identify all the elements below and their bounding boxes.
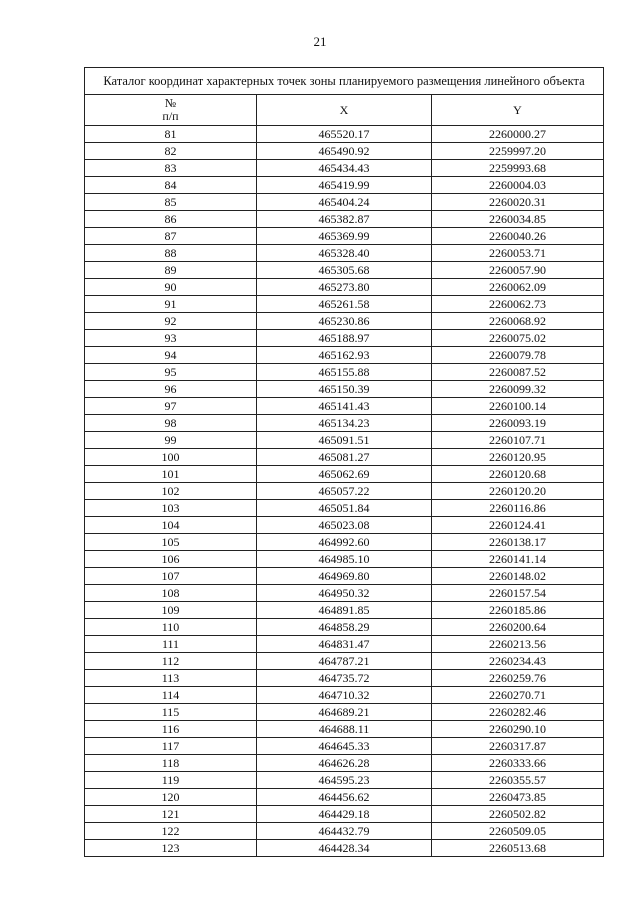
table-row: [85, 398, 604, 415]
table-row: [85, 534, 604, 551]
table-row: [85, 262, 604, 279]
cell-y: 2260473.85: [432, 789, 604, 806]
cell-y: 2260087.52: [432, 364, 604, 381]
cell-y: 2260509.05: [432, 823, 604, 840]
table-row: [85, 194, 604, 211]
cell-x: 465062.69: [257, 466, 432, 483]
cell-y: 2260068.92: [432, 313, 604, 330]
cell-y: 2260120.95: [432, 449, 604, 466]
table-row: [85, 551, 604, 568]
cell-x: 465404.24: [257, 194, 432, 211]
cell-point-number: 115: [85, 704, 257, 721]
cell-point-number: 114: [85, 687, 257, 704]
cell-y: 2260290.10: [432, 721, 604, 738]
cell-point-number: 82: [85, 143, 257, 160]
table-row: [85, 415, 604, 432]
table-row: [85, 602, 604, 619]
cell-point-number: 83: [85, 160, 257, 177]
cell-x: 465382.87: [257, 211, 432, 228]
cell-y: 2260259.76: [432, 670, 604, 687]
cell-y: 2260333.66: [432, 755, 604, 772]
cell-x: 465091.51: [257, 432, 432, 449]
cell-point-number: 89: [85, 262, 257, 279]
cell-point-number: 90: [85, 279, 257, 296]
table-row: [85, 279, 604, 296]
cell-y: 2259997.20: [432, 143, 604, 160]
cell-y: 2260062.73: [432, 296, 604, 313]
cell-point-number: 99: [85, 432, 257, 449]
table-row: [85, 806, 604, 823]
cell-x: 465023.08: [257, 517, 432, 534]
cell-x: 464787.21: [257, 653, 432, 670]
table-row: [85, 296, 604, 313]
cell-y: 2260148.02: [432, 568, 604, 585]
cell-point-number: 96: [85, 381, 257, 398]
cell-y: 2260040.26: [432, 228, 604, 245]
cell-y: 2260120.20: [432, 483, 604, 500]
cell-y: 2260141.14: [432, 551, 604, 568]
table-row: [85, 755, 604, 772]
table-row: [85, 313, 604, 330]
table-row: [85, 789, 604, 806]
cell-x: 464429.18: [257, 806, 432, 823]
cell-x: 465369.99: [257, 228, 432, 245]
cell-point-number: 97: [85, 398, 257, 415]
cell-y: 2260093.19: [432, 415, 604, 432]
cell-y: 2260120.68: [432, 466, 604, 483]
cell-x: 465273.80: [257, 279, 432, 296]
cell-point-number: 85: [85, 194, 257, 211]
cell-point-number: 102: [85, 483, 257, 500]
cell-x: 465057.22: [257, 483, 432, 500]
cell-y: 2260116.86: [432, 500, 604, 517]
cell-point-number: 103: [85, 500, 257, 517]
cell-y: 2260124.41: [432, 517, 604, 534]
cell-point-number: 117: [85, 738, 257, 755]
coordinate-catalog-table: [84, 67, 604, 857]
cell-y: 2260079.78: [432, 347, 604, 364]
cell-x: 464688.11: [257, 721, 432, 738]
cell-y: 2260062.09: [432, 279, 604, 296]
cell-x: 465328.40: [257, 245, 432, 262]
table-row: [85, 500, 604, 517]
cell-y: 2260317.87: [432, 738, 604, 755]
cell-x: 464595.23: [257, 772, 432, 789]
cell-point-number: 84: [85, 177, 257, 194]
table-row: [85, 721, 604, 738]
cell-point-number: 109: [85, 602, 257, 619]
page-number: 21: [313, 34, 327, 49]
cell-y: 2260157.54: [432, 585, 604, 602]
cell-point-number: 123: [85, 840, 257, 857]
cell-point-number: 87: [85, 228, 257, 245]
table-row: [85, 840, 604, 857]
cell-x: 464735.72: [257, 670, 432, 687]
cell-x: 464456.62: [257, 789, 432, 806]
cell-point-number: 104: [85, 517, 257, 534]
cell-y: 2260053.71: [432, 245, 604, 262]
cell-x: 465419.99: [257, 177, 432, 194]
cell-point-number: 106: [85, 551, 257, 568]
table-row: [85, 670, 604, 687]
cell-x: 464645.33: [257, 738, 432, 755]
cell-x: 465434.43: [257, 160, 432, 177]
cell-x: 465520.17: [257, 126, 432, 143]
table-row: [85, 517, 604, 534]
cell-x: 464969.80: [257, 568, 432, 585]
cell-x: 465162.93: [257, 347, 432, 364]
cell-point-number: 122: [85, 823, 257, 840]
cell-x: 465490.92: [257, 143, 432, 160]
cell-x: 465081.27: [257, 449, 432, 466]
cell-point-number: 118: [85, 755, 257, 772]
cell-point-number: 105: [85, 534, 257, 551]
cell-x: 464891.85: [257, 602, 432, 619]
table-row: [85, 653, 604, 670]
cell-point-number: 92: [85, 313, 257, 330]
cell-y: 2260000.27: [432, 126, 604, 143]
table-body: [85, 126, 604, 857]
cell-point-number: 93: [85, 330, 257, 347]
cell-x: 464428.34: [257, 840, 432, 857]
cell-point-number: 88: [85, 245, 257, 262]
cell-x: 464689.21: [257, 704, 432, 721]
cell-x: 465305.68: [257, 262, 432, 279]
cell-y: 2260270.71: [432, 687, 604, 704]
cell-point-number: 101: [85, 466, 257, 483]
cell-point-number: 98: [85, 415, 257, 432]
cell-y: 2259993.68: [432, 160, 604, 177]
cell-point-number: 111: [85, 636, 257, 653]
cell-y: 2260213.56: [432, 636, 604, 653]
column-header-x: X: [257, 95, 432, 126]
table-row: [85, 568, 604, 585]
table-row: [85, 585, 604, 602]
table-row: [85, 704, 604, 721]
cell-x: 464950.32: [257, 585, 432, 602]
cell-point-number: 121: [85, 806, 257, 823]
cell-y: 2260234.43: [432, 653, 604, 670]
cell-point-number: 108: [85, 585, 257, 602]
table-title: Каталог координат характерных точек зоны планируемого размещения линейного объекта: [85, 68, 604, 95]
table-row: [85, 347, 604, 364]
cell-point-number: 100: [85, 449, 257, 466]
cell-x: 465134.23: [257, 415, 432, 432]
cell-y: 2260282.46: [432, 704, 604, 721]
cell-point-number: 110: [85, 619, 257, 636]
table-row: [85, 432, 604, 449]
table-row: [85, 143, 604, 160]
cell-point-number: 119: [85, 772, 257, 789]
table-row: [85, 823, 604, 840]
cell-y: 2260034.85: [432, 211, 604, 228]
cell-y: 2260107.71: [432, 432, 604, 449]
cell-y: 2260502.82: [432, 806, 604, 823]
cell-y: 2260100.14: [432, 398, 604, 415]
table-row: [85, 126, 604, 143]
table-row: [85, 619, 604, 636]
table-row: [85, 211, 604, 228]
cell-y: 2260355.57: [432, 772, 604, 789]
cell-y: 2260513.68: [432, 840, 604, 857]
table-row: [85, 228, 604, 245]
cell-x: 465141.43: [257, 398, 432, 415]
table-row: [85, 364, 604, 381]
table-title-row: [85, 68, 604, 95]
cell-x: 464626.28: [257, 755, 432, 772]
cell-x: 465188.97: [257, 330, 432, 347]
table-row: [85, 687, 604, 704]
table-row: [85, 245, 604, 262]
table-row: [85, 483, 604, 500]
table-header-row: [85, 95, 604, 126]
cell-point-number: 91: [85, 296, 257, 313]
table-row: [85, 381, 604, 398]
cell-x: 464432.79: [257, 823, 432, 840]
cell-point-number: 116: [85, 721, 257, 738]
cell-point-number: 112: [85, 653, 257, 670]
cell-x: 465051.84: [257, 500, 432, 517]
column-header-number-symbol: №: [164, 96, 177, 110]
cell-x: 465261.58: [257, 296, 432, 313]
column-header-number: [85, 95, 257, 126]
column-header-y: Y: [432, 95, 604, 126]
cell-point-number: 95: [85, 364, 257, 381]
cell-y: 2260200.64: [432, 619, 604, 636]
cell-y: 2260004.03: [432, 177, 604, 194]
cell-point-number: 94: [85, 347, 257, 364]
table-row: [85, 177, 604, 194]
cell-point-number: 86: [85, 211, 257, 228]
cell-y: 2260075.02: [432, 330, 604, 347]
table-row: [85, 738, 604, 755]
cell-x: 465230.86: [257, 313, 432, 330]
cell-y: 2260138.17: [432, 534, 604, 551]
table-row: [85, 636, 604, 653]
cell-point-number: 107: [85, 568, 257, 585]
cell-x: 464710.32: [257, 687, 432, 704]
cell-x: 465150.39: [257, 381, 432, 398]
cell-y: 2260057.90: [432, 262, 604, 279]
cell-x: 464985.10: [257, 551, 432, 568]
table-row: [85, 449, 604, 466]
table-row: [85, 772, 604, 789]
cell-x: 464831.47: [257, 636, 432, 653]
cell-y: 2260185.86: [432, 602, 604, 619]
cell-point-number: 120: [85, 789, 257, 806]
cell-x: 465155.88: [257, 364, 432, 381]
table-row: [85, 330, 604, 347]
table-row: [85, 160, 604, 177]
cell-y: 2260099.32: [432, 381, 604, 398]
table-row: [85, 466, 604, 483]
cell-x: 464858.29: [257, 619, 432, 636]
cell-y: 2260020.31: [432, 194, 604, 211]
column-header-number-abbr: п/п: [162, 109, 179, 123]
cell-point-number: 113: [85, 670, 257, 687]
cell-point-number: 81: [85, 126, 257, 143]
cell-x: 464992.60: [257, 534, 432, 551]
